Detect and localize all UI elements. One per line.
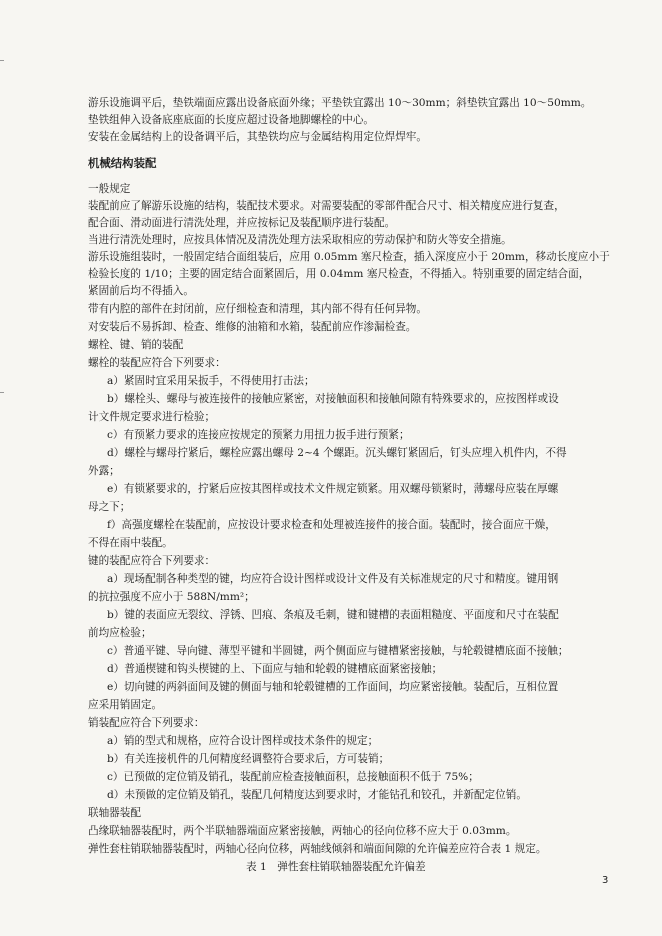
text-line: d）未预做的定位销及销孔，装配几何精度达到要求时，才能钻孔和铰孔，并新配定位销。 (107, 789, 527, 801)
text-line: 键的装配应符合下列要求： (88, 555, 216, 567)
text-line: 销装配应符合下列要求： (88, 717, 205, 729)
text-line: 应采用销固定。 (88, 699, 163, 711)
text-line: 计文件规定要求进行检验； (88, 411, 216, 423)
text-line: 联轴器装配 (88, 807, 141, 819)
text-line: e）切向键的两斜面间及键的侧面与轴和轮毂键槽的工作面间，均应紧密接触。装配后，互相位置 (107, 681, 559, 693)
text-line: 紧固前后均不得插入。 (88, 285, 194, 297)
text-line: 游乐设施调平后，垫铁端面应露出设备底面外缘；平垫铁宜露出 10～30mm；斜垫铁宜露出 10～50mm。 (88, 97, 592, 109)
text-line: c）普通平键、导向键、薄型平键和半圆键，两个侧面应与键槽紧密接触，与轮毂键槽底面不接触； (107, 645, 569, 657)
text-line: a）销的型式和规格，应符合设计图样或技术条件的规定； (107, 735, 379, 747)
text-line: 装配前应了解游乐设施的结构，装配技术要求。对需要装配的零部件配合尺寸、相关精度应进行复查， (88, 200, 565, 212)
text-line: 对安装后不易拆卸、检查、维修的油箱和水箱，装配前应作渗漏检查。 (88, 321, 417, 333)
text-line: 前均应检验； (88, 627, 152, 639)
text-line: 弹性套柱销联轴器装配时，两轴心径向位移，两轴线倾斜和端面间隙的允许偏差应符合表 1 规定。 (88, 843, 547, 855)
text-line: 螺栓、键、销的装配 (88, 339, 184, 351)
text-line: 检验长度的 1/10；主要的固定结合面紧固后，用 0.04mm 塞尺检查，不得插入。特别重要的固定结合面， (88, 268, 590, 280)
text-line: 一般规定 (88, 183, 131, 195)
text-line: 游乐设施组装时，一般固定结合面组装后，应用 0.05mm 塞尺检查，插入深度应小于 20mm，移动长度应小于 (88, 251, 610, 263)
text-line: 的抗拉强度不应小于 588N/mm²； (88, 591, 255, 603)
text-line: 垫铁组伸入设备底座底面的长度应超过设备地脚螺栓的中心。 (88, 114, 375, 126)
scan-mark (0, 392, 4, 393)
text-line: 不得在雨中装配。 (88, 537, 173, 549)
table-caption: 表 1 弹性套柱销联轴器装配允许偏差 (246, 861, 426, 873)
text-line: c）已预做的定位销及销孔，装配前应检查接触面积，总接触面积不低于 75%； (107, 771, 479, 783)
text-line: 凸缘联轴器装配时，两个半联轴器端面应紧密接触，两轴心的径向位移不应大于 0.03mm。 (88, 825, 517, 837)
text-line: f）高强度螺栓在装配前，应按设计要求检查和处理被连接件的接合面。装配时，接合面应干燥， (107, 519, 556, 531)
text-line: 当进行清洗处理时，应按具体情况及清洗处理方法采取相应的劳动保护和防火等安全措施。 (88, 234, 512, 246)
text-line: 配合面、滑动面进行清洗处理，并应按标记及装配顺序进行装配。 (88, 217, 396, 229)
text-line: b）有关连接机件的几何精度经调整符合要求后，方可装销； (107, 753, 390, 765)
text-line: 螺栓的装配应符合下列要求： (88, 357, 226, 369)
text-line: 带有内腔的部件在封闭前，应仔细检查和清理，其内部不得有任何异物。 (88, 303, 427, 315)
text-line: a）现场配制各种类型的键，均应符合设计图样或设计文件及有关标准规定的尺寸和精度。键用钢 (107, 573, 559, 585)
text-line: 安装在金属结构上的设备调平后，其垫铁均应与金属结构用定位焊焊牢。 (88, 131, 427, 143)
text-line: d）螺栓与螺母拧紧后，螺栓应露出螺母 2~4 个螺距。沉头螺钉紧固后，钉头应埋入机件内，不得 (107, 447, 567, 459)
scan-mark (0, 60, 4, 61)
text-line: e）有锁紧要求的，拧紧后应按其图样或技术文件规定锁紧。用双螺母锁紧时，薄螺母应装在厚螺 (107, 483, 559, 495)
text-line: b）螺栓头、螺母与被连接件的接触应紧密，对接触面积和接触间隙有特殊要求的，应按图样或设 (107, 393, 559, 405)
text-line: d）普通楔键和钩头楔键的上、下面应与轴和轮毂的键槽底面紧密接触； (107, 663, 443, 675)
text-line: 母之下； (88, 501, 131, 513)
text-line: c）有预紧力要求的连接应按规定的预紧力用扭力扳手进行预紧； (107, 429, 410, 441)
text-line: a）紧固时宜采用呆扳手，不得使用打击法； (107, 375, 315, 387)
text-line: b）键的表面应无裂纹、浮锈、凹痕、条痕及毛刺，键和键槽的表面粗糙度、平面度和尺寸在装配 (107, 609, 559, 621)
text-line: 外露； (88, 465, 120, 477)
section-heading: 机械结构装配 (88, 156, 157, 170)
page-number: 3 (602, 875, 609, 886)
